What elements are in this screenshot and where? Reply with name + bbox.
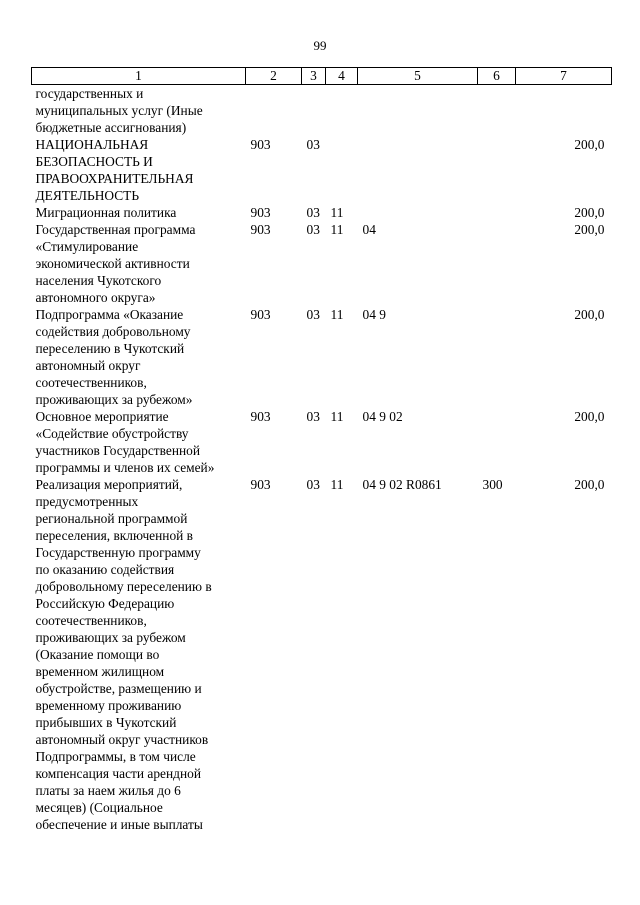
header-col-4: 4: [326, 68, 358, 85]
table-body: [32, 85, 612, 834]
row-subsection-code: 11: [330, 307, 344, 322]
row-name: НАЦИОНАЛЬНАЯ БЕЗОПАСНОСТЬ И ПРАВООХРАНИТЕЛЬНАЯ ДЕЯТЕЛЬНОСТЬ: [35, 137, 194, 203]
row-target-code: [358, 136, 478, 204]
table-row: [32, 221, 612, 306]
row-expense-code: 300: [482, 477, 503, 492]
header-col-1: 1: [32, 68, 246, 85]
header-col-6: 6: [478, 68, 516, 85]
row-admin-code: 903: [250, 477, 271, 492]
row-target-code: 04 9 02: [362, 409, 403, 424]
row-subsection-code: [326, 85, 358, 137]
row-subsection-code: 11: [330, 477, 344, 492]
row-amount: 200,0: [574, 477, 605, 492]
table-row: [32, 306, 612, 408]
row-target-code: [358, 85, 478, 137]
row-section-code: 03: [306, 205, 320, 220]
row-expense-code: [478, 136, 516, 204]
row-target-code: [358, 204, 478, 221]
row-section-code: 03: [306, 222, 320, 237]
table-row: [32, 408, 612, 476]
header-row: [32, 68, 612, 85]
row-target-code: 04: [362, 222, 376, 237]
row-subsection-code: 11: [330, 205, 344, 220]
table-row: [32, 136, 612, 204]
row-expense-code: [478, 85, 516, 137]
row-amount: 200,0: [574, 205, 605, 220]
row-admin-code: 903: [250, 409, 271, 424]
table-row: [32, 204, 612, 221]
header-col-2: 2: [246, 68, 302, 85]
row-admin-code: [246, 85, 302, 137]
table-row: [32, 85, 612, 137]
header-col-7: 7: [516, 68, 612, 85]
row-expense-code: [478, 306, 516, 408]
row-admin-code: 903: [250, 222, 271, 237]
row-expense-code: [478, 204, 516, 221]
table-row: [32, 476, 612, 833]
row-subsection-code: 11: [330, 409, 344, 424]
row-section-code: [302, 85, 326, 137]
row-admin-code: 903: [250, 307, 271, 322]
row-admin-code: 903: [250, 205, 271, 220]
table-header: [32, 68, 612, 85]
row-expense-code: [478, 408, 516, 476]
row-section-code: 03: [306, 477, 320, 492]
row-admin-code: 903: [250, 137, 271, 152]
row-amount: 200,0: [574, 409, 605, 424]
header-col-3: 3: [302, 68, 326, 85]
row-name: Реализация мероприятий, предусмотренных региональной программой переселения, включенной в Государственную программу по оказанию содействия добровольному переселению в Российскую Федерацию соотечественников, проживающих за рубежом (Оказание помощи во временном жилищном обустройстве, размещению и временному проживанию прибывших в Чукотский автономный округ участников Подпрограммы, в том числе компенсация части арендной платы за наем жилья до 6 месяцев) (Социальное обеспечение и иные выплаты: [35, 477, 212, 832]
row-name: Подпрограмма «Оказание содействия добровольному переселению в Чукотский автономный округ соотечественников, проживающих за рубежом»: [35, 307, 193, 407]
row-section-code: 03: [306, 409, 320, 424]
row-name: Государственная программа «Стимулирование экономической активности населения Чукотского автономного округа»: [35, 222, 196, 305]
row-name: государственных и муниципальных услуг (Иные бюджетные ассигнования): [35, 86, 203, 135]
row-target-code: 04 9 02 R0861: [362, 477, 442, 492]
row-amount: 200,0: [574, 307, 605, 322]
row-subsection-code: 11: [330, 222, 344, 237]
budget-table: [31, 67, 612, 833]
row-amount: 200,0: [574, 222, 605, 237]
page-number: 99: [313, 38, 327, 53]
row-target-code: 04 9: [362, 307, 386, 322]
row-subsection-code: [326, 136, 358, 204]
header-col-5: 5: [358, 68, 478, 85]
row-expense-code: [478, 221, 516, 306]
row-amount: [516, 85, 612, 137]
row-section-code: 03: [306, 307, 320, 322]
row-name: Миграционная политика: [35, 205, 177, 220]
row-name: Основное мероприятие «Содействие обустройству участников Государственной программы и членов их семей»: [35, 409, 215, 475]
row-amount: 200,0: [574, 137, 605, 152]
row-section-code: 03: [306, 137, 320, 152]
